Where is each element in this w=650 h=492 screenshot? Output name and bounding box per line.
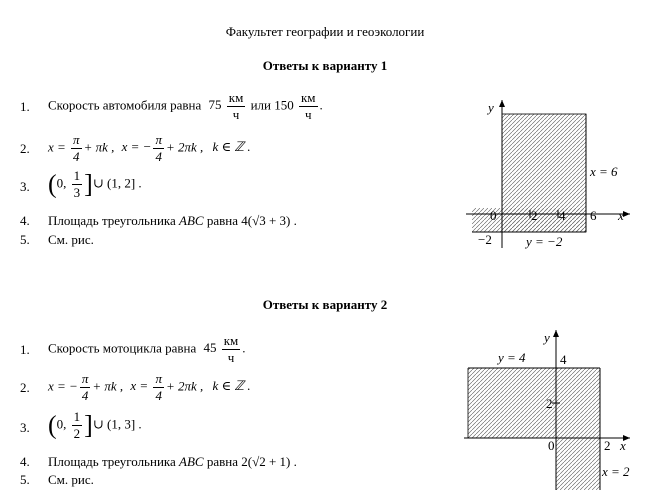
v1-tick-label-6: 6 [590, 208, 597, 223]
v2-shaded-band [468, 368, 600, 438]
v1-q1-unit: $\frac{км}{ч}$ [228, 90, 244, 122]
v2-shaded-lower [556, 438, 600, 490]
v2-answer-1: Скорость мотоцикла равна 45 $\frac{км}{ч}$ . [48, 333, 246, 365]
v1-num-5: 5. [20, 232, 30, 247]
v2-y-arrow [553, 330, 559, 337]
v1-eq-x6: x = 6 [590, 164, 618, 179]
v1-q1-or: или [250, 97, 271, 113]
v2-answer-4: Площадь треугольника ABC равна 2(√2 + 1) . [48, 454, 297, 469]
v2-tick-label-y2: 2 [546, 396, 553, 411]
faculty-title: Факультет географии и геоэкологии [225, 24, 425, 39]
v2-answer-2: x = − $\frac{\pi}{4}$ + πk , x = $\frac{\pi}{4}$ + 2πk , k ∈ ℤ . [48, 371, 251, 403]
v1-q1-v1: 75 [208, 97, 222, 113]
v2-answer-5: См. рис. [48, 472, 94, 487]
v2-eq-y4: y = 4 [498, 350, 526, 365]
v1-q1-text: Скорость автомобиля равна [48, 97, 202, 113]
v1-graph [460, 96, 640, 256]
v1-tick-label-4: 4 [559, 208, 566, 223]
v1-answer-3: (0, $\frac{1}{3}$ ]∪ (1, 2] . [48, 168, 142, 200]
v1-num-3: 3. [20, 179, 30, 194]
v1-x-label: x [618, 208, 624, 223]
v2-num-2: 2. [20, 380, 30, 395]
v2-tick-label-x2: 2 [604, 438, 611, 453]
v2-origin: 0 [548, 438, 555, 453]
v1-answer-2: x = $\frac{\pi}{4}$ + πk , x = − $\frac{\pi}{4}$ + 2πk , k ∈ ℤ . [48, 132, 251, 164]
v1-answer-1: Скорость автомобиля равна 75 $\frac{км}{ч}$ или 150 $\frac{км}{ч}$ . [48, 90, 323, 122]
v2-tick-label-y4: 4 [560, 352, 567, 367]
v2-num-3: 3. [20, 420, 30, 435]
v1-answer-4: Площадь треугольника ABC равна 4(√3 + 3) . [48, 213, 297, 228]
v2-eq-x2: x = 2 [602, 464, 630, 479]
v1-num-1: 1. [20, 99, 30, 114]
v2-y-label: y [544, 330, 550, 345]
v2-num-4: 4. [20, 454, 30, 469]
v1-tick-label-2: 2 [531, 208, 538, 223]
v1-num-4: 4. [20, 213, 30, 228]
v2-x-label: x [620, 438, 626, 453]
variant2-title: Ответы к варианту 2 [262, 297, 388, 312]
v1-q1-v2: 150 [274, 97, 294, 113]
v1-origin: 0 [490, 208, 497, 223]
v1-eq-y-2: y = −2 [526, 234, 563, 249]
v1-y-arrow [499, 100, 505, 107]
v1-y-label: y [488, 100, 494, 115]
v1-answer-5: См. рис. [48, 232, 94, 247]
v1-tick-label-m2: −2 [478, 232, 492, 247]
v1-q1-unit2: $\frac{км}{ч}$ [300, 90, 316, 122]
v1-num-2: 2. [20, 141, 30, 156]
v1-x-arrow [623, 211, 630, 217]
v2-graph [460, 326, 645, 490]
v2-num-5: 5. [20, 472, 30, 487]
v2-answer-3: (0, $\frac{1}{2}$ ]∪ (1, 3] . [48, 409, 142, 441]
v2-num-1: 1. [20, 342, 30, 357]
variant1-title: Ответы к варианту 1 [262, 58, 388, 73]
